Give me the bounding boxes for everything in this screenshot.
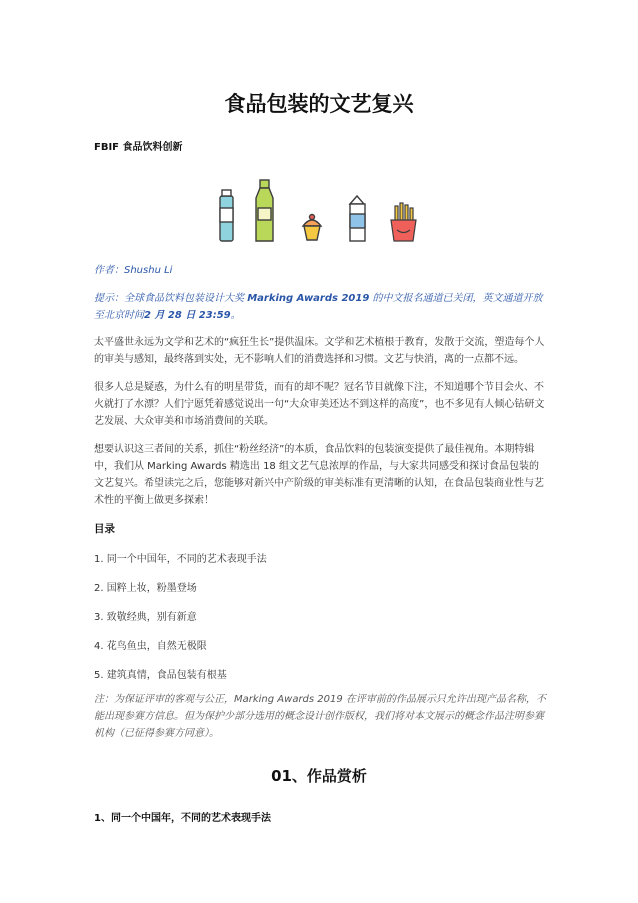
toc-item-4: 4. 花鸟鱼虫，自然无极限 [94, 641, 207, 652]
food-packaging-illustration [205, 178, 430, 243]
notice-suffix: 。 [230, 310, 241, 321]
body-paragraph-1: 太平盛世永远为文学和艺术的“疯狂生长”提供温床。文学和艺术植根于教育，发散于交流，塑造每个人的审美与感知，最终落到实处，无不影响人们的消费选择和习惯。文艺与快消，离的一点都不远。 [94, 337, 545, 365]
disclaimer-note: 注：为保证评审的客观与公正，Marking Awards 2019 在评审前的作品展示只允许出现产品名称，不能出现参赛方信息。但为保护少部分选用的概念设计创作版权，我们将对本文展示的概念作品注明参赛机构（已征得参赛方同意）。 [94, 694, 546, 739]
notice-middle: 的中文报名通道已关闭，英文通道开放至北京时间 [94, 293, 543, 321]
toc-item-5: 5. 建筑真情，食品包装有根基 [94, 670, 227, 681]
author-line: 作者：Shushu Li [94, 265, 173, 276]
notice-date: 2 月 28 日 23:59 [144, 310, 231, 321]
notice-prefix: 提示：全球食品饮料包装设计大奖 [94, 293, 248, 304]
toc-heading: 目录 [94, 523, 115, 535]
page-title: 食品包装的文艺复兴 [224, 92, 414, 116]
toc-item-1: 1. 同一个中国年，不同的艺术表现手法 [94, 554, 267, 565]
section-heading: 01、作品赏析 [271, 767, 367, 785]
water-bottle-icon [220, 190, 233, 241]
drink-bottle-icon [256, 180, 273, 241]
cupcake-icon [303, 215, 321, 241]
notice-paragraph [94, 290, 546, 324]
toc-item-2: 2. 国粹上妆，粉墨登场 [94, 583, 197, 594]
fries-icon [391, 203, 416, 241]
toc-item-3: 3. 致敬经典，别有新意 [94, 612, 197, 623]
body-paragraph-2: 很多人总是疑惑，为什么有的明星带货，而有的却不呢？冠名节目就像下注，不知道哪个节目会火、不火就打了水漂？人们宁愿凭着感觉说出一句“大众审美还达不到这样的高度”，也不多见有人倾心钻研文艺发展、大众审美和市场消费间的关联。 [94, 382, 545, 427]
notice-award: Marking Awards 2019 [247, 293, 370, 304]
source-label: FBIF 食品饮料创新 [94, 142, 183, 153]
milk-carton-icon [350, 196, 365, 241]
body-paragraph-3: 想要认识这三者间的关系，抓住“粉丝经济”的本质，食品饮料的包装演变提供了最佳视角。本期特辑中，我们从 Marking Awards 精选出 18 组文艺气息浓厚的作品，与大家共同感受和探讨食品包装的文艺复兴。希望读完之后，您能够对新兴中产阶级的审美标准有更清晰的认知，在食品包装商业性与艺术性的平衡上做更多探索！ [94, 444, 544, 506]
subsection-heading: 1、同一个中国年，不同的艺术表现手法 [94, 813, 271, 824]
